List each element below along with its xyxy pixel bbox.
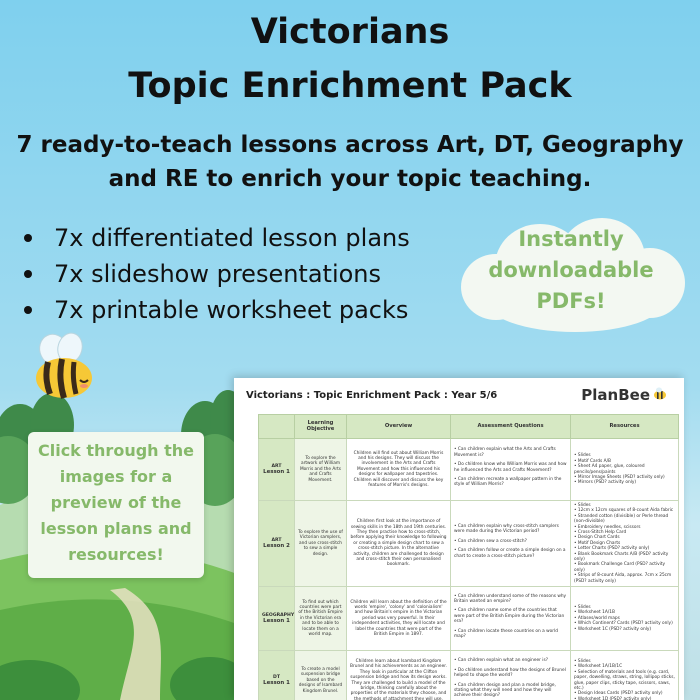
bee-icon bbox=[22, 332, 106, 404]
cloud-line-3: PDFs! bbox=[536, 289, 606, 313]
assessment-question: • Can children design and plan a model bridge, stating what they will need and how they will achieve their design? bbox=[454, 683, 567, 699]
lesson-plan-document-preview bbox=[234, 378, 684, 700]
subject-label: ART bbox=[271, 463, 282, 469]
resources-cell bbox=[571, 501, 679, 587]
assessment-cell bbox=[451, 439, 571, 501]
page-title-line-2: Topic Enrichment Pack bbox=[128, 66, 572, 106]
column-header: Overview bbox=[347, 415, 451, 439]
callout-line: preview of the bbox=[50, 493, 182, 512]
overview-cell: Children learn about Isambard Kingdom Brunel and his achievements as an engineer. They look in particular at the Clifton suspension bridge and how its design works. They are challenged to build a model of the bridge, thinking carefully about the properties of the materials they choose, and the methods of attachment they will use. bbox=[347, 651, 451, 700]
feature-text: 7x slideshow presentations bbox=[54, 260, 382, 288]
lesson-label: Lesson 2 bbox=[263, 543, 290, 550]
feature-text: 7x differentiated lesson plans bbox=[54, 224, 410, 252]
subject-label: DT bbox=[273, 674, 280, 680]
resources-cell bbox=[571, 651, 679, 700]
resource-item: • Slides bbox=[574, 659, 675, 664]
resource-item: • Mirror Image Sheets (PSD? activity only) bbox=[574, 475, 675, 480]
resource-item: • Stranded cotton (divisible) or Perle thread (non-divisible) bbox=[574, 514, 675, 525]
overview-cell: Children first look at the importance of sewing skills in the 18th and 19th centuries. They then practise how to cross-stitch, before applying their knowledge to following or creating a simple design chart to sew a cross-stitch picture. In the alternative activity, children are challenged to design and cross-stitch their own personalised bookmark. bbox=[347, 501, 451, 587]
subtitle bbox=[0, 128, 700, 196]
overview-cell: Children will learn about the definition of the words 'empire', 'colony' and 'colonialism' and how Britain's empire in the Victorian period was very powerful. In their independent activities, they will locate and label the countries that were part of the British Empire in 1897. bbox=[347, 587, 451, 651]
feature-item bbox=[20, 292, 410, 328]
callout-line: resources! bbox=[68, 545, 164, 564]
resource-item: • Worksheet 1A/1B/1C bbox=[574, 664, 675, 669]
resource-item: • Design Chart Cards bbox=[574, 535, 675, 540]
resource-item: • Worksheet 1D (PSD? activity only) bbox=[574, 697, 675, 700]
resource-item: • Slides bbox=[574, 605, 675, 610]
objective-cell: To explore the artwork of William Morris and the Arts and Crafts Movement. bbox=[295, 439, 347, 501]
assessment-question: • Can children follow or create a simple design on a chart to create a cross-stitch picture? bbox=[454, 548, 567, 559]
document-title: Victorians : Topic Enrichment Pack : Year 5/6 bbox=[246, 390, 498, 401]
objective-cell: To explore the use of Victorian samplers, and use cross-stitch to sew a simple design. bbox=[295, 501, 347, 587]
resource-item: • Slides bbox=[574, 503, 675, 508]
resource-item: • Slides bbox=[574, 453, 675, 458]
table-row bbox=[259, 651, 679, 700]
assessment-question: • Do children know who William Morris was and how he influenced the Arts and Crafts Movement? bbox=[454, 462, 567, 473]
subject-label: ART bbox=[271, 537, 282, 543]
subject-cell bbox=[259, 501, 295, 587]
column-header: Resources bbox=[571, 415, 679, 439]
callout-line: Click through the bbox=[37, 441, 195, 460]
resource-item: • Which Continent? Cards (PSD? activity only) bbox=[574, 621, 675, 626]
overview-cell: Children will find out about William Morris and his designs. They will discuss the involvement in the Arts and Crafts Movement and how this influenced his designs for wallpaper and tapestries. Children will discover and discuss the key features of Morris's designs. bbox=[347, 439, 451, 501]
column-header: Learning Objective bbox=[295, 415, 347, 439]
assessment-question: • Can children name some of the countries that were part of the British Empire during the Victorian era? bbox=[454, 608, 567, 624]
assessment-question: • Do children understand how the designs of Brunel helped to shape the world? bbox=[454, 668, 567, 679]
subtitle-line-1: 7 ready-to-teach lessons across Art, DT, Geography bbox=[16, 132, 684, 158]
cloud-line-2: downloadable bbox=[488, 258, 654, 282]
assessment-cell bbox=[451, 501, 571, 587]
resource-item: • Motif Design Charts bbox=[574, 541, 675, 546]
resource-item: • Sheet A4 paper, glue, coloured pencils/pens/paints bbox=[574, 464, 675, 475]
resource-item: • Worksheet 1A/1B bbox=[574, 610, 675, 615]
assessment-question: • Can children explain why cross-stitch samplers were made during the Victorian period? bbox=[454, 524, 567, 535]
cloud-badge-text bbox=[455, 224, 687, 317]
resource-item: • Bookmark Challenge Card (PSD? activity only) bbox=[574, 562, 675, 573]
cloud-line-1: Instantly bbox=[518, 227, 624, 251]
resource-item: • Strips of 8-count Aida, approx. 7cm x 25cm (PSD? activity only) bbox=[574, 573, 675, 584]
assessment-question: • Can children locate these countries on a world map? bbox=[454, 629, 567, 640]
assessment-question: • Can children understand some of the reasons why Britain wanted an empire? bbox=[454, 594, 567, 605]
callout-line: images for a bbox=[59, 467, 173, 486]
resources-cell bbox=[571, 439, 679, 501]
resource-item: • Atlases/world maps bbox=[574, 616, 675, 621]
bullet-icon bbox=[24, 234, 32, 242]
resource-item: • Motif Cards A/B bbox=[574, 459, 675, 464]
callout-line: lesson plans and bbox=[40, 519, 192, 538]
resource-item: • Worksheet 1C (PSD? activity only) bbox=[574, 627, 675, 632]
resource-item: • Embroidery needles, scissors bbox=[574, 525, 675, 530]
subject-cell bbox=[259, 587, 295, 651]
assessment-question: • Can children explain what an engineer is? bbox=[454, 658, 567, 663]
feature-text: 7x printable worksheet packs bbox=[54, 296, 409, 324]
resources-cell bbox=[571, 587, 679, 651]
resource-item: • Selection of materials and tools (e.g. card, paper, dowelling, straws, string, lollipop sticks, glue, paper clips, sticky tape, scissors, saws, etc.) bbox=[574, 670, 675, 692]
objective-cell: To create a model suspension bridge based on the designs of Isambard Kingdom Brunel. bbox=[295, 651, 347, 700]
lesson-label: Lesson 1 bbox=[263, 469, 290, 475]
column-header bbox=[259, 415, 295, 439]
table-row bbox=[259, 439, 679, 501]
preview-callout-text bbox=[28, 438, 204, 568]
assessment-cell bbox=[451, 651, 571, 700]
resource-item: • Mirrors (PSD? activity only) bbox=[574, 480, 675, 485]
objective-cell: To find out which countries were part of the British Empire in the Victorian era and to be able to locate them on a world map. bbox=[295, 587, 347, 651]
resource-item: • Cross-Stitch Help Card bbox=[574, 530, 675, 535]
logo-bee-icon bbox=[652, 386, 668, 400]
bullet-icon bbox=[24, 270, 32, 278]
subtitle-line-2: and RE to enrich your topic teaching. bbox=[108, 166, 592, 192]
assessment-question: • Can children recreate a wallpaper pattern in the style of William Morris? bbox=[454, 477, 567, 488]
subject-label: GEOGRAPHY bbox=[262, 612, 295, 618]
feature-item bbox=[20, 256, 410, 292]
table-row bbox=[259, 501, 679, 587]
bullet-icon bbox=[24, 306, 32, 314]
lesson-label: Lesson 1 bbox=[263, 618, 290, 625]
table-header-row bbox=[259, 415, 679, 439]
feature-item bbox=[20, 220, 410, 256]
table-row bbox=[259, 587, 679, 651]
page-title-line-1: Victorians bbox=[250, 12, 450, 52]
subject-cell bbox=[259, 651, 295, 700]
resource-item: • Blank Bookmark Charts A/B (PSD? activity only) bbox=[574, 552, 675, 563]
planbee-logo: PlanBee bbox=[581, 386, 650, 404]
subject-cell bbox=[259, 439, 295, 501]
resource-item: • 12cm x 12cm squares of 8-count Aida fabric bbox=[574, 508, 675, 513]
lesson-label: Lesson 1 bbox=[263, 680, 290, 687]
resource-item: • Design Ideas Cards (PSD? activity only) bbox=[574, 691, 675, 696]
assessment-question: • Can children explain what the Arts and Crafts Movement is? bbox=[454, 447, 567, 458]
feature-list bbox=[20, 220, 410, 328]
assessment-cell bbox=[451, 587, 571, 651]
assessment-question: • Can children sew a cross-stitch? bbox=[454, 539, 567, 544]
lesson-overview-table bbox=[258, 414, 679, 700]
column-header: Assessment Questions bbox=[451, 415, 571, 439]
resource-item: • Letter Charts (PSD? activity only) bbox=[574, 546, 675, 551]
